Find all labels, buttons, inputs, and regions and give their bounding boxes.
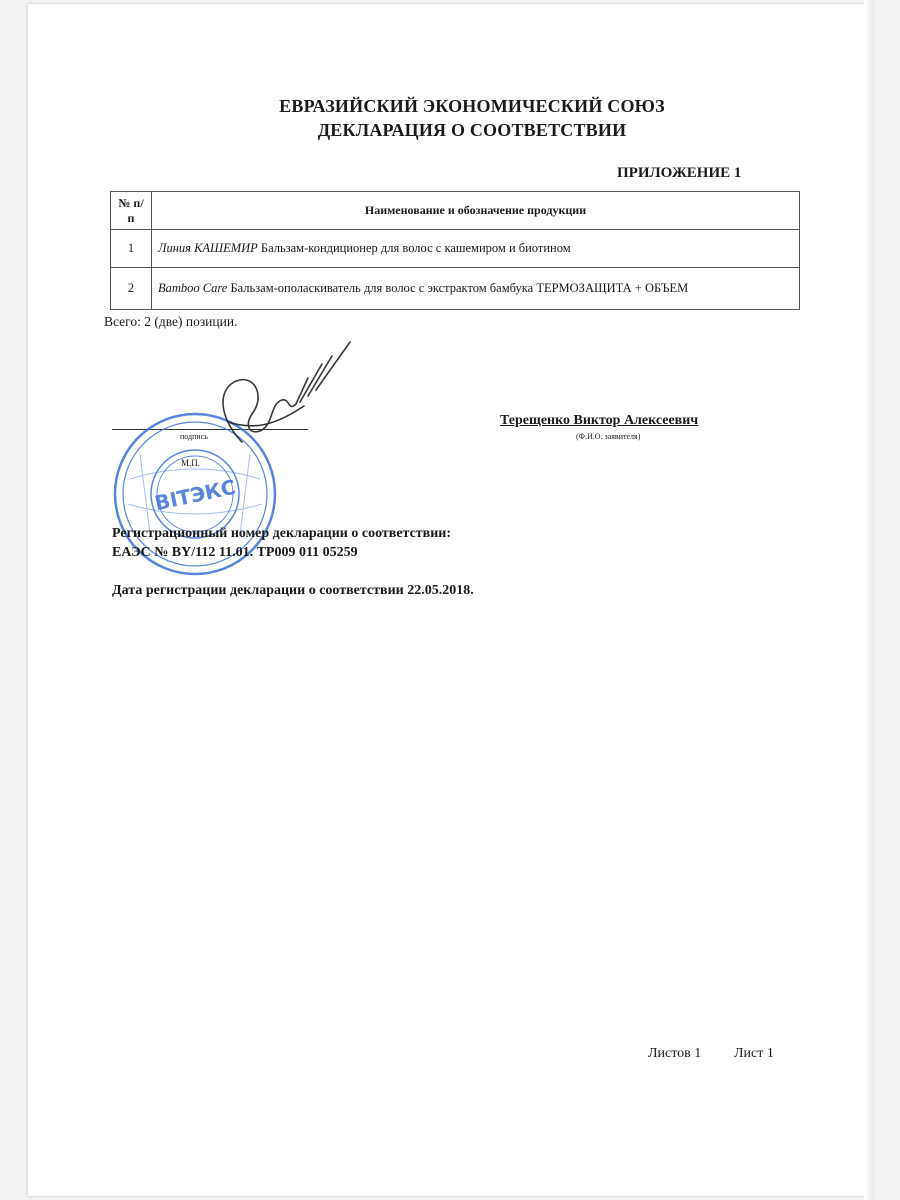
seal-place-label: М.П. bbox=[181, 458, 201, 468]
row-number: 2 bbox=[111, 268, 152, 310]
signature-caption: подпись bbox=[180, 432, 208, 441]
sheet-number: Лист 1 bbox=[734, 1046, 774, 1061]
registration-number: ЕАЭС № BY/112 11.01. ТР009 011 05259 bbox=[112, 545, 358, 560]
document-page bbox=[28, 4, 872, 1196]
product-description: Бальзам-ополаскиватель для волос с экстрактом бамбука ТЕРМОЗАЩИТА + ОБЪЕМ bbox=[227, 281, 689, 295]
declaration-title: ДЕКЛАРАЦИЯ О СООТВЕТСТВИИ bbox=[317, 120, 627, 140]
column-header-name: Наименование и обозначение продукции bbox=[152, 192, 800, 230]
handwritten-signature bbox=[204, 334, 364, 454]
product-brand: Линия КАШЕМИР bbox=[158, 241, 258, 255]
column-header-number: № п/п bbox=[111, 192, 152, 230]
table-row bbox=[111, 268, 800, 310]
product-cell bbox=[152, 230, 800, 268]
registration-date: Дата регистрации декларации о соответствии 22.05.2018. bbox=[112, 583, 474, 598]
page-edge-shadow bbox=[864, 0, 874, 1200]
applicant-name: Терещенко Виктор Алексеевич bbox=[500, 413, 699, 428]
sheets-total: Листов 1 bbox=[648, 1046, 702, 1061]
row-number: 1 bbox=[111, 230, 152, 268]
table-row bbox=[111, 230, 800, 268]
appendix-label: ПРИЛОЖЕНИЕ 1 bbox=[617, 165, 742, 181]
products-table bbox=[110, 191, 800, 310]
product-brand: Bamboo Care bbox=[158, 281, 228, 295]
stamp-center-text: ВІТЭКС bbox=[152, 474, 238, 516]
union-title: ЕВРАЗИЙСКИЙ ЭКОНОМИЧЕСКИЙ СОЮЗ bbox=[279, 96, 665, 116]
total-positions: Всего: 2 (две) позиции. bbox=[104, 314, 238, 329]
table-header-row bbox=[111, 192, 800, 230]
product-cell bbox=[152, 268, 800, 310]
product-description: Бальзам-кондиционер для волос с кашемиром и биотином bbox=[257, 241, 571, 255]
registration-number-label: Регистрационный номер декларации о соответствии: bbox=[112, 526, 452, 541]
applicant-name-caption: (Ф.И.О. заявителя) bbox=[576, 432, 641, 441]
